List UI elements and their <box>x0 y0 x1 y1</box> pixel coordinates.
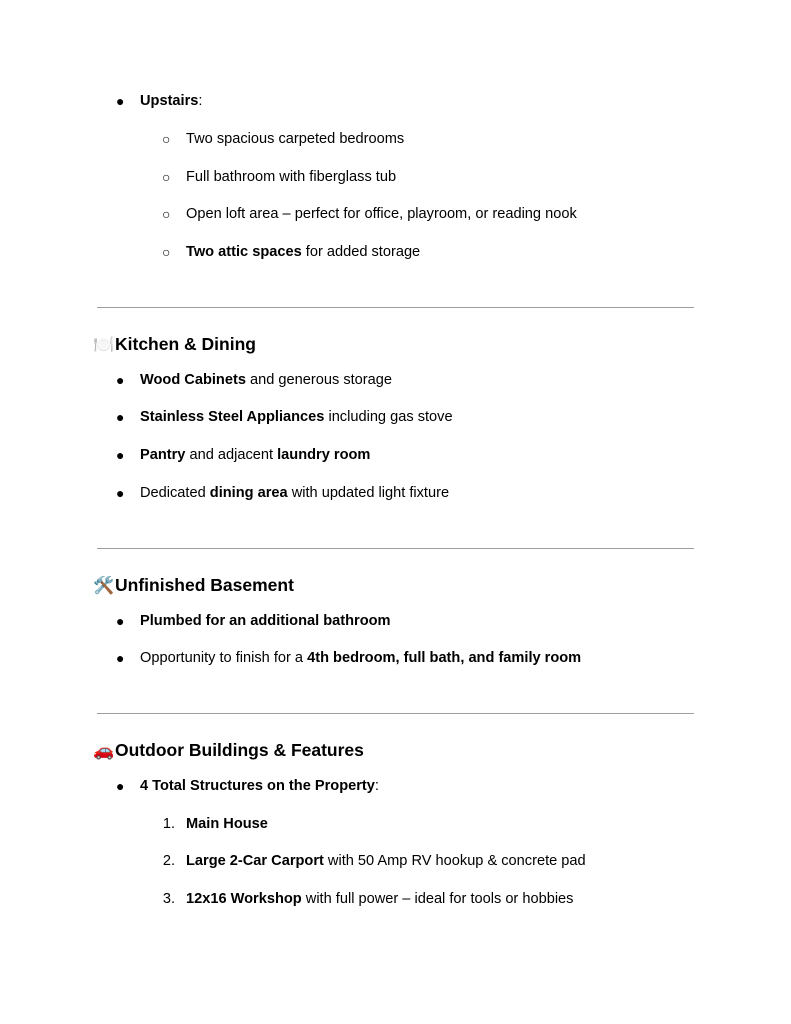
bullet-disc: ● <box>116 485 125 501</box>
structure-name: Large 2-Car Carport <box>186 853 324 869</box>
kitchen-item-pre: Dedicated <box>140 485 210 501</box>
upstairs-item <box>186 243 420 261</box>
section-heading-kitchen <box>93 333 256 356</box>
basement-title: Unfinished Basement <box>115 575 294 595</box>
upstairs-item: Two spacious carpeted bedrooms <box>186 131 405 147</box>
section-heading-basement <box>93 574 294 597</box>
basement-item-pre: Opportunity to finish for a <box>140 650 308 666</box>
structures-colon: : <box>374 778 379 794</box>
upstairs-heading-item <box>140 92 202 110</box>
outdoor-structure-item <box>186 852 586 870</box>
basement-item-bold: Plumbed for an additional bathroom <box>140 613 391 629</box>
bullet-disc: ● <box>116 409 125 425</box>
structure-detail: with 50 Amp RV hookup & concrete pad <box>323 853 586 869</box>
upstairs-label: Upstairs <box>140 93 199 109</box>
bullet-circle: ○ <box>162 131 171 147</box>
bullet-disc: ● <box>116 372 125 388</box>
basement-item <box>140 612 391 630</box>
bullet-circle: ○ <box>162 169 171 185</box>
outdoor-structure-item <box>186 890 573 908</box>
upstairs-colon: : <box>198 93 203 109</box>
upstairs-item-rest: for added storage <box>301 244 421 260</box>
bullet-disc: ● <box>116 447 125 463</box>
list-number: 2. <box>162 853 175 869</box>
kitchen-item-bold: Wood Cabinets <box>140 372 246 388</box>
outdoor-structures-item <box>140 777 379 795</box>
kitchen-item <box>140 446 370 464</box>
structure-detail: with full power – ideal for tools or hobbies <box>301 891 574 907</box>
bullet-disc: ● <box>116 93 125 109</box>
section-divider <box>97 713 694 714</box>
kitchen-item-bold: dining area <box>209 485 288 501</box>
section-heading-outdoor <box>93 739 364 762</box>
bullet-disc: ● <box>116 613 125 629</box>
structure-name: 12x16 Workshop <box>186 891 302 907</box>
bullet-disc: ● <box>116 650 125 666</box>
upstairs-item: Open loft area – perfect for office, playroom, or reading nook <box>186 206 577 222</box>
car-icon: 🚗 <box>93 741 115 760</box>
outdoor-structure-item <box>186 815 268 833</box>
kitchen-item-rest: with updated light fixture <box>287 485 450 501</box>
list-number: 3. <box>162 891 175 907</box>
bullet-circle: ○ <box>162 244 171 260</box>
kitchen-title: Kitchen & Dining <box>115 334 256 354</box>
kitchen-item <box>140 408 453 426</box>
hammer-wrench-icon: 🛠️ <box>93 576 115 595</box>
section-divider <box>97 548 694 549</box>
basement-item <box>140 649 581 667</box>
basement-item-bold: 4th bedroom, full bath, and family room <box>307 650 582 666</box>
kitchen-item-bold: Pantry <box>140 447 186 463</box>
list-number: 1. <box>162 816 175 832</box>
dining-plate-icon: 🍽️ <box>93 335 115 354</box>
kitchen-item-bold: laundry room <box>277 447 371 463</box>
structure-name: Main House <box>186 816 268 832</box>
section-divider <box>97 307 694 308</box>
kitchen-item <box>140 484 449 502</box>
upstairs-item: Full bathroom with fiberglass tub <box>186 169 397 185</box>
kitchen-item-bold: Stainless Steel Appliances <box>140 409 325 425</box>
structures-label: 4 Total Structures on the Property <box>140 778 375 794</box>
kitchen-item-mid: and adjacent <box>185 447 278 463</box>
outdoor-title: Outdoor Buildings & Features <box>115 740 364 760</box>
upstairs-item-bold: Two attic spaces <box>186 244 302 260</box>
kitchen-item-rest: and generous storage <box>245 372 392 388</box>
bullet-circle: ○ <box>162 206 171 222</box>
kitchen-item-rest: including gas stove <box>324 409 453 425</box>
bullet-disc: ● <box>116 778 125 794</box>
kitchen-item <box>140 371 392 389</box>
